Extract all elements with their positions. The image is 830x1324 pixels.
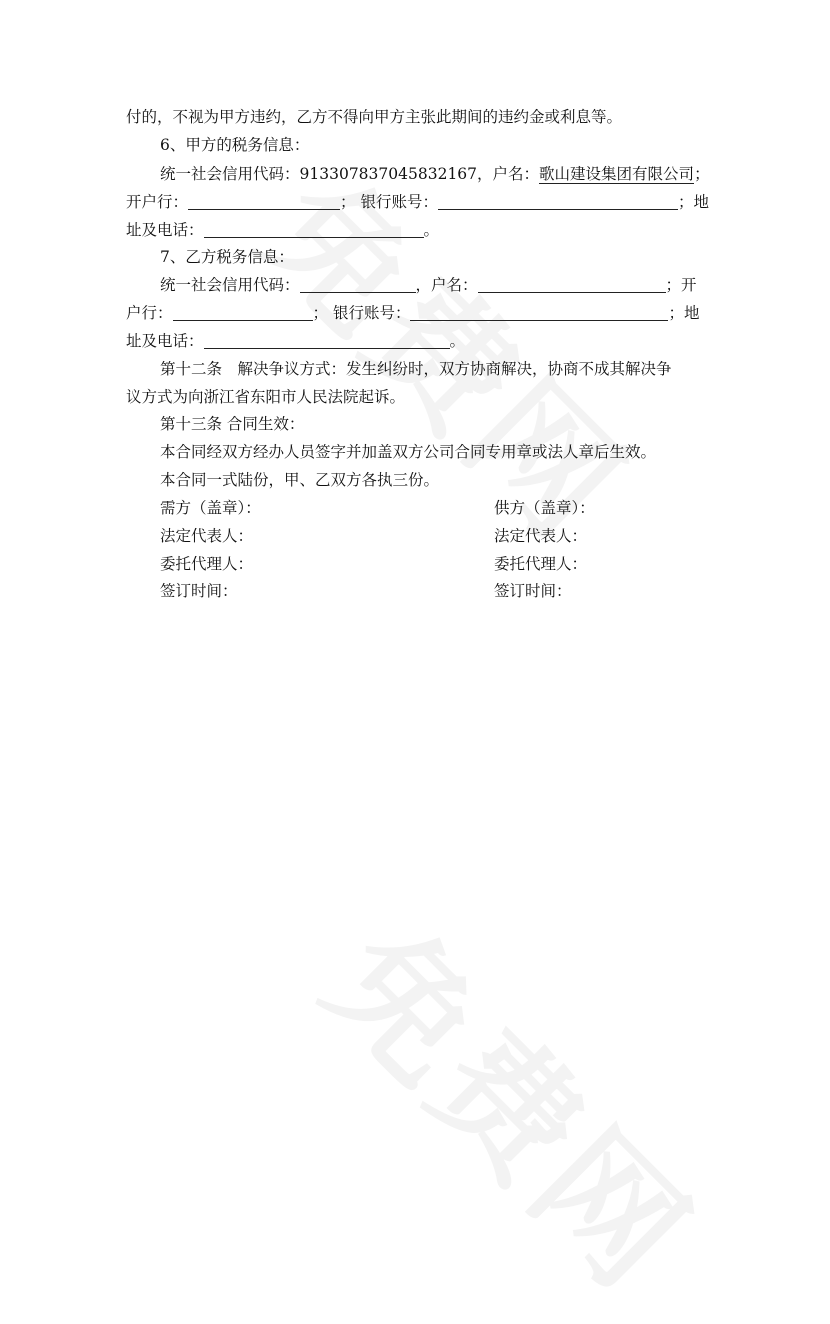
article-12-line-2: 议方式为向浙江省东阳市人民法院起诉。 bbox=[126, 388, 406, 406]
article-12-line-1: 第十二条 解决争议方式：发生纠纷时，双方协商解决，协商不成其解决争 bbox=[160, 360, 672, 378]
buyer-agent-label: 委托代理人： bbox=[160, 555, 254, 573]
party-b-credit-line bbox=[160, 272, 697, 298]
supplier-agent-label: 委托代理人： bbox=[494, 555, 588, 573]
bank-label: 户行： bbox=[126, 304, 173, 322]
credit-code-blank[interactable] bbox=[300, 272, 416, 293]
bank-blank[interactable] bbox=[173, 300, 313, 321]
separator: ； bbox=[694, 165, 710, 183]
watermark bbox=[292, 877, 740, 1324]
account-label: ； 银行账号： bbox=[340, 193, 438, 211]
account-name-label: ，户名： bbox=[415, 276, 478, 294]
bank-blank[interactable] bbox=[188, 189, 340, 210]
credit-code-value: 913307837045832167 bbox=[299, 165, 478, 183]
account-name-value: 歌山建设集团有限公司 bbox=[539, 165, 695, 183]
address-label: 址及电话： bbox=[126, 332, 204, 350]
address-blank[interactable] bbox=[204, 217, 424, 238]
bank-label: 开户行： bbox=[126, 193, 189, 211]
account-label: ； 银行账号： bbox=[312, 304, 411, 322]
party-a-credit-line bbox=[160, 161, 710, 187]
account-blank[interactable] bbox=[410, 300, 668, 321]
party-a-bank-line bbox=[126, 189, 709, 215]
address-blank[interactable] bbox=[204, 328, 450, 349]
article-13-line-2: 本合同一式陆份，甲、乙双方各执三份。 bbox=[160, 471, 440, 489]
party-b-bank-line bbox=[126, 300, 699, 326]
party-b-tax-heading: 7、乙方税务信息： bbox=[160, 248, 294, 266]
party-a-tax-heading: 6、甲方的税务信息： bbox=[160, 136, 310, 154]
continuation-text: 付的，不视为甲方违约，乙方不得向甲方主张此期间的违约金或利息等。 bbox=[126, 108, 623, 126]
bank-label-head: ；开 bbox=[665, 276, 697, 294]
article-13-heading: 第十三条 合同生效： bbox=[160, 415, 305, 433]
article-13-line-1: 本合同经双方经办人员签字并加盖双方公司合同专用章或法人章后生效。 bbox=[160, 443, 657, 461]
account-name-label: ，户名： bbox=[477, 165, 540, 183]
address-label-tail: ；地 bbox=[677, 193, 709, 211]
party-b-address-line bbox=[126, 328, 465, 354]
supplier-sign-date-label: 签订时间： bbox=[494, 582, 572, 600]
account-name-blank[interactable] bbox=[478, 272, 666, 293]
buyer-seal-label: 需方（盖章）： bbox=[160, 499, 261, 517]
buyer-legal-rep-label: 法定代表人： bbox=[160, 527, 254, 545]
line-end: 。 bbox=[423, 221, 440, 239]
address-label-tail: ；地 bbox=[668, 304, 700, 322]
party-a-address-line bbox=[126, 217, 439, 243]
line-end: 。 bbox=[449, 332, 466, 350]
buyer-sign-date-label: 签订时间： bbox=[160, 582, 238, 600]
supplier-legal-rep-label: 法定代表人： bbox=[494, 527, 588, 545]
credit-code-label: 统一社会信用代码： bbox=[160, 165, 300, 183]
account-blank[interactable] bbox=[438, 189, 678, 210]
address-label: 址及电话： bbox=[126, 221, 204, 239]
credit-code-label: 统一社会信用代码： bbox=[160, 276, 300, 294]
supplier-seal-label: 供方（盖章）： bbox=[494, 499, 595, 517]
